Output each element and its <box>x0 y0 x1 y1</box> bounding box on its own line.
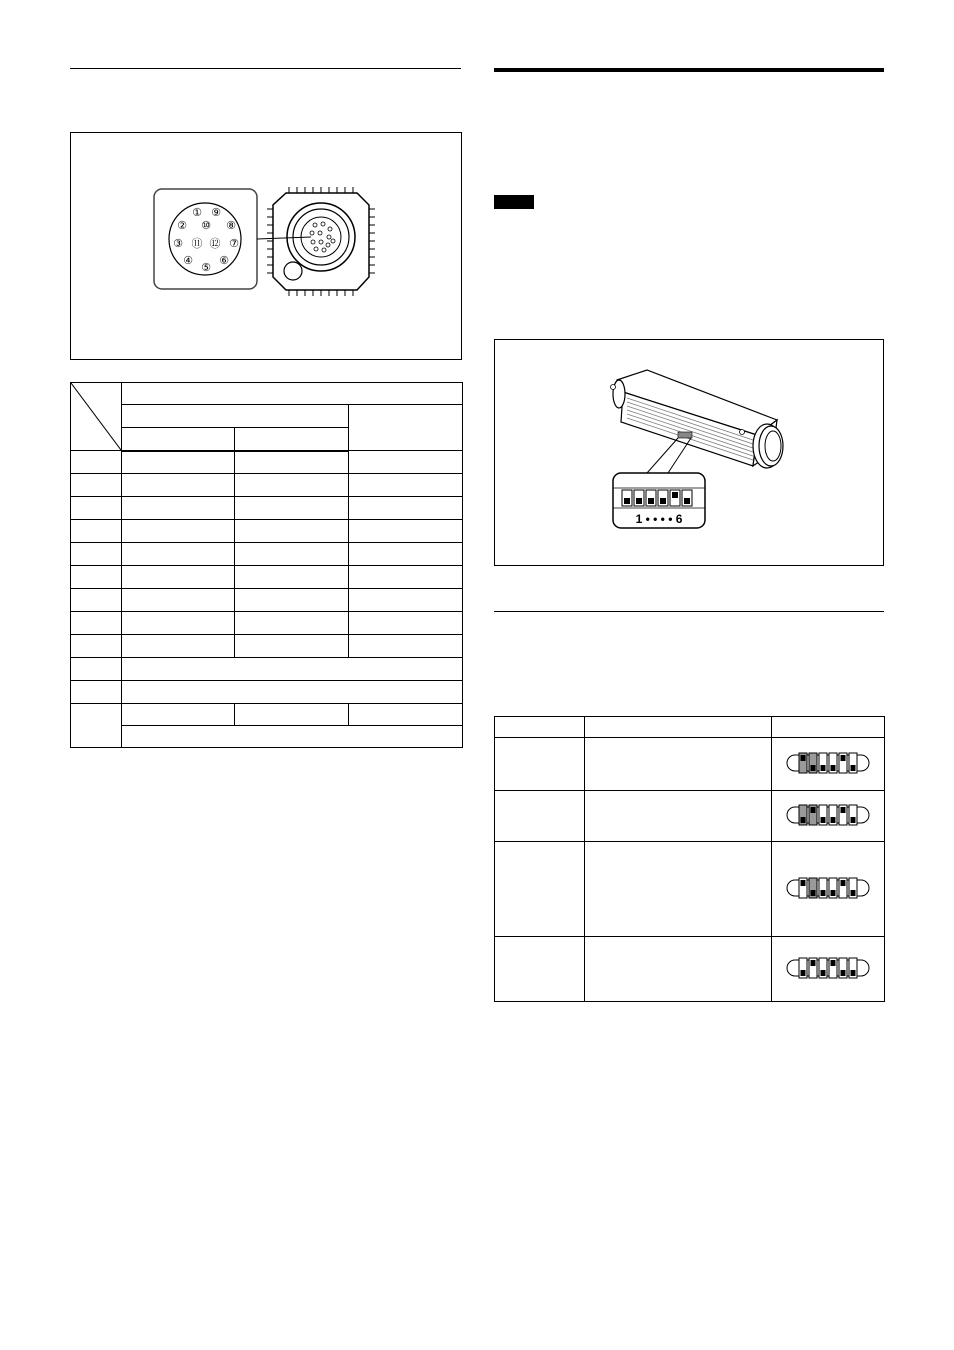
table-row <box>71 474 463 497</box>
right-section-rule-thick <box>494 68 884 72</box>
dip-knob-off <box>821 765 826 771</box>
dip-knob-off <box>811 890 816 896</box>
mode-table-header <box>495 717 885 738</box>
pin-label-7: ⑦ <box>229 237 239 250</box>
dip-knob-off <box>811 765 816 771</box>
pin-label-5: ⑤ <box>201 261 211 274</box>
dip-knob-off <box>831 817 836 823</box>
pin-label-10: ⑩ <box>201 219 211 232</box>
pin-assignment-table <box>70 382 463 748</box>
mode-table-header-col3 <box>772 717 885 738</box>
dip-knob-off <box>831 890 836 896</box>
dip-knob-off <box>851 817 856 823</box>
dip-knob-on <box>811 960 816 966</box>
dip-knob-off <box>851 890 856 896</box>
table-row <box>71 566 463 589</box>
table-row <box>71 704 463 726</box>
dip-knob-off <box>801 970 806 976</box>
diagonal-divider <box>71 383 121 450</box>
table-row <box>71 681 463 704</box>
dip-knob-off <box>851 970 856 976</box>
pin-table-corner-cell <box>71 383 122 451</box>
table-row <box>71 589 463 612</box>
table-row <box>71 635 463 658</box>
dip-knob-on <box>801 880 806 886</box>
pin-label-12: ⑫ <box>209 237 221 250</box>
camera-diagram <box>495 340 883 565</box>
table-row <box>71 612 463 635</box>
connector-figure-frame <box>70 132 462 360</box>
pin-table-header-mid <box>122 405 349 428</box>
pin-label-6: ⑥ <box>219 254 229 267</box>
pin-label-1: ① <box>192 206 202 219</box>
dip-switch-icon <box>786 957 870 979</box>
switch-numbering-label: 1 • • • • 6 <box>635 512 683 526</box>
dip-switch-icon <box>786 804 870 826</box>
right-subsection-rule <box>494 611 884 612</box>
left-section-rule <box>70 68 461 69</box>
dip-knob-off <box>831 765 836 771</box>
dip-knob-off <box>801 817 806 823</box>
pin-label-2: ② <box>177 219 187 232</box>
table-row <box>495 791 885 842</box>
pin-table-header-top <box>122 383 463 405</box>
dip-knob-off <box>821 890 826 896</box>
camera-figure-frame <box>494 339 884 566</box>
pin-label-11: ⑪ <box>191 237 203 250</box>
pin-table-header-sub-2 <box>235 428 349 451</box>
pin-table-header-right <box>349 405 463 451</box>
dip-switch-icon <box>786 877 870 899</box>
table-row <box>71 726 463 748</box>
table-row <box>71 451 463 474</box>
dip-knob-on <box>811 807 816 813</box>
pin-label-8: ⑧ <box>226 219 236 232</box>
mode-table-header-col2 <box>585 717 772 738</box>
pin-label-4: ④ <box>183 254 193 267</box>
pin-label-3: ③ <box>173 237 183 250</box>
dip-knob-off <box>851 765 856 771</box>
dip-knob-on <box>841 807 846 813</box>
mode-table-header-col1 <box>495 717 585 738</box>
table-row <box>71 520 463 543</box>
dip-knob-on <box>841 755 846 761</box>
pin-table-header-sub-1 <box>122 428 235 451</box>
dip-knob-off <box>821 817 826 823</box>
note-tag <box>494 195 534 209</box>
table-row <box>495 738 885 791</box>
mode-setting-table <box>494 716 885 1002</box>
dip-switch-icon <box>786 752 870 774</box>
dip-knob-off <box>821 970 826 976</box>
table-row <box>495 842 885 937</box>
table-row <box>495 937 885 1002</box>
dip-knob-on <box>831 960 836 966</box>
table-row <box>71 543 463 566</box>
dip-knob-on <box>841 880 846 886</box>
dip-knob-off <box>841 970 846 976</box>
dip-knob-on <box>801 755 806 761</box>
pin-label-9: ⑨ <box>211 206 221 219</box>
table-row <box>71 658 463 681</box>
table-row <box>71 497 463 520</box>
connector-diagram <box>71 133 461 359</box>
